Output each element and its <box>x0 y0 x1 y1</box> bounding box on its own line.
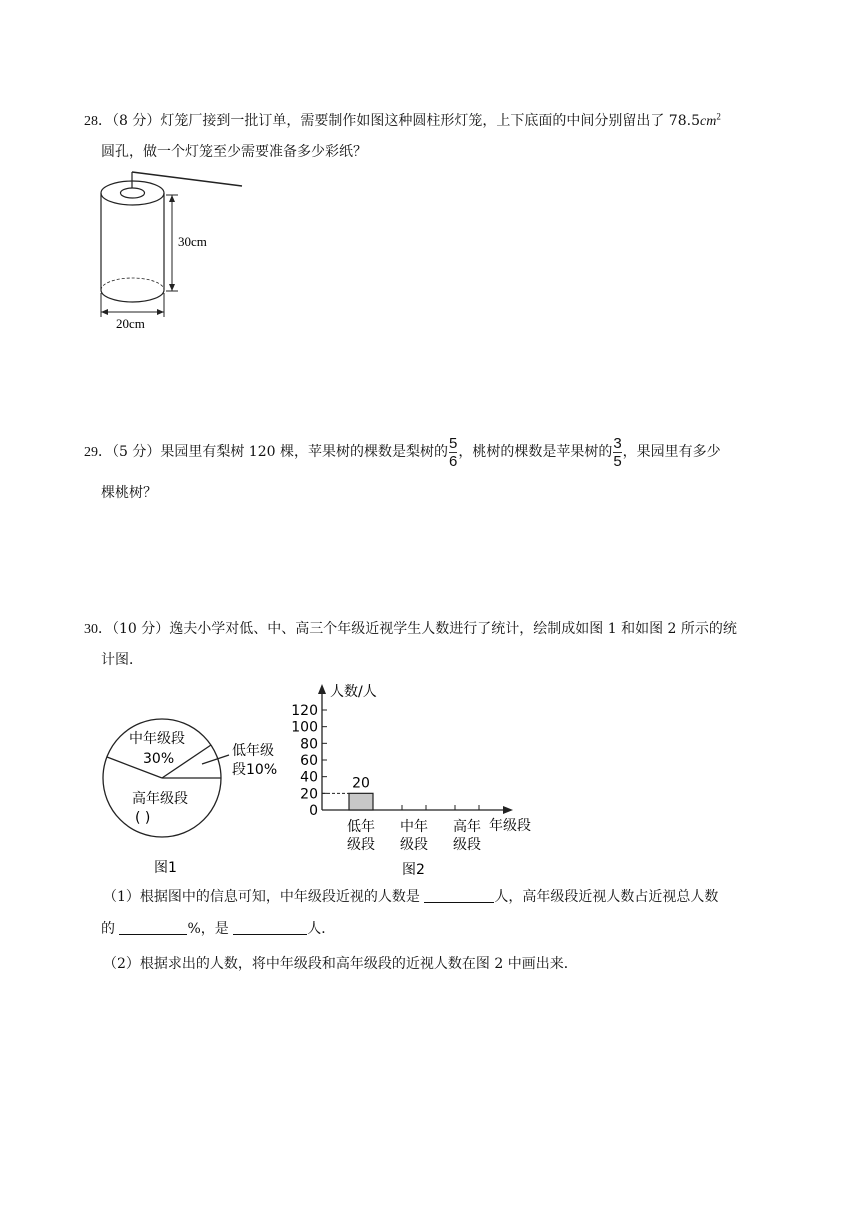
q28-unit-sup: 2 <box>716 111 721 122</box>
x-category-label: 低年 <box>347 819 375 835</box>
x-axis-arrow <box>503 806 513 814</box>
frac1-numerator: 5 <box>448 434 458 452</box>
bar-chart <box>290 676 550 881</box>
height-label: 30cm <box>178 234 207 249</box>
bar-chart-bars <box>322 775 373 810</box>
q30-score: （10 分） <box>112 621 170 637</box>
pie-high-blank: ( ) <box>135 810 151 826</box>
y-tick-label: 60 <box>300 753 318 769</box>
q30-sub1-text-a: （1）根据图中的信息可知，中年级段近视的人数是 <box>103 889 420 905</box>
q28-line2 <box>101 143 367 161</box>
y-tick-label: 20 <box>300 786 318 803</box>
q30-sub1-line1 <box>103 888 718 906</box>
q30-sub1-text-e: 人． <box>307 921 336 937</box>
x-category-label: 高年 <box>453 819 481 835</box>
q28-number: 28． <box>84 114 112 129</box>
y-axis-arrow <box>318 684 326 694</box>
q29-line2 <box>101 484 157 502</box>
y-tick-label: 80 <box>300 736 318 753</box>
q30-text-1: 逸夫小学对低、中、高三个年级近视学生人数进行了统计，绘制成如图 1 和如图 2 所示的统 <box>169 621 737 637</box>
x-category-label: 级段 <box>347 837 375 853</box>
q28-line1 <box>84 112 721 131</box>
frac2-denominator: 5 <box>613 452 622 470</box>
q28-unit: cm <box>699 114 717 129</box>
answer-blank-high-count[interactable] <box>233 920 307 935</box>
q29-line1 <box>84 432 721 473</box>
bar <box>349 793 373 810</box>
q29-text-3: ，果园里有多少 <box>622 444 721 460</box>
pie-caption: 图1 <box>154 860 177 876</box>
q29-score: （5 分） <box>112 444 161 460</box>
frac2-numerator: 3 <box>613 434 622 452</box>
q30-sub2-line <box>103 955 578 973</box>
y-tick-label: 100 <box>291 719 318 736</box>
bar-chart-axes <box>318 684 513 814</box>
q28-text-1: 灯笼厂接到一批订单，需要制作如图这种圆柱形灯笼，上下底面的中间分别留出了 78.5 <box>160 113 700 129</box>
q30-line1 <box>84 620 737 639</box>
pie-low-label-2: 段10% <box>232 762 278 778</box>
lantern-figure <box>92 165 262 345</box>
y-tick-label: 40 <box>300 769 318 786</box>
pie-high-label: 高年级段 <box>132 791 188 807</box>
fraction-five-sixths <box>449 436 457 469</box>
q30-text-2: 计图． <box>101 652 143 668</box>
q28-text-2: 圆孔，做一个灯笼至少需要准备多少彩纸？ <box>101 144 367 160</box>
x-category-label: 级段 <box>453 837 481 853</box>
q29-text-4: 棵桃树？ <box>101 485 157 501</box>
bar-value-label: 20 <box>352 775 370 792</box>
q30-line2 <box>101 651 143 669</box>
q30-sub1-text-b: 人，高年级段近视人数占近视总人数 <box>494 889 719 905</box>
pie-middle-label: 中年级段 <box>129 731 185 747</box>
bar-chart-categories <box>347 805 481 853</box>
frac1-denominator: 6 <box>448 452 458 470</box>
pie-chart <box>96 712 296 882</box>
diameter-label: 20cm <box>116 316 145 331</box>
answer-blank-high-percent[interactable] <box>119 920 187 935</box>
q30-sub1-line2 <box>101 920 335 938</box>
q29-text-1: 果园里有梨树 120 棵，苹果树的棵数是梨树的 <box>160 444 448 460</box>
q29-text-2: ，桃树的棵数是苹果树的 <box>458 444 613 460</box>
answer-blank-middle-count[interactable] <box>424 888 494 903</box>
x-category-label: 级段 <box>400 837 428 853</box>
q30-sub1-text-d: %，是 <box>187 921 229 937</box>
bar-chart-ylabel: 人数/人 <box>330 684 377 700</box>
q30-sub1-text-c: 的 <box>101 921 115 937</box>
y-tick-label: 0 <box>309 803 318 819</box>
q30-number: 30． <box>84 622 112 637</box>
bar-chart-caption: 图2 <box>402 862 425 878</box>
pie-middle-pct: 30% <box>143 751 175 767</box>
q30-sub2-text: （2）根据求出的人数，将中年级段和高年级段的近视人数在图 2 中画出来． <box>103 956 578 972</box>
y-tick-label: 120 <box>291 703 318 719</box>
q28-score: （8 分） <box>112 113 161 129</box>
x-category-label: 中年 <box>400 819 428 835</box>
bar-chart-xlabel: 年级段 <box>489 818 531 834</box>
fraction-three-fifths <box>613 436 621 469</box>
pie-low-label-1: 低年级 <box>232 743 274 759</box>
q29-number: 29． <box>84 445 112 460</box>
